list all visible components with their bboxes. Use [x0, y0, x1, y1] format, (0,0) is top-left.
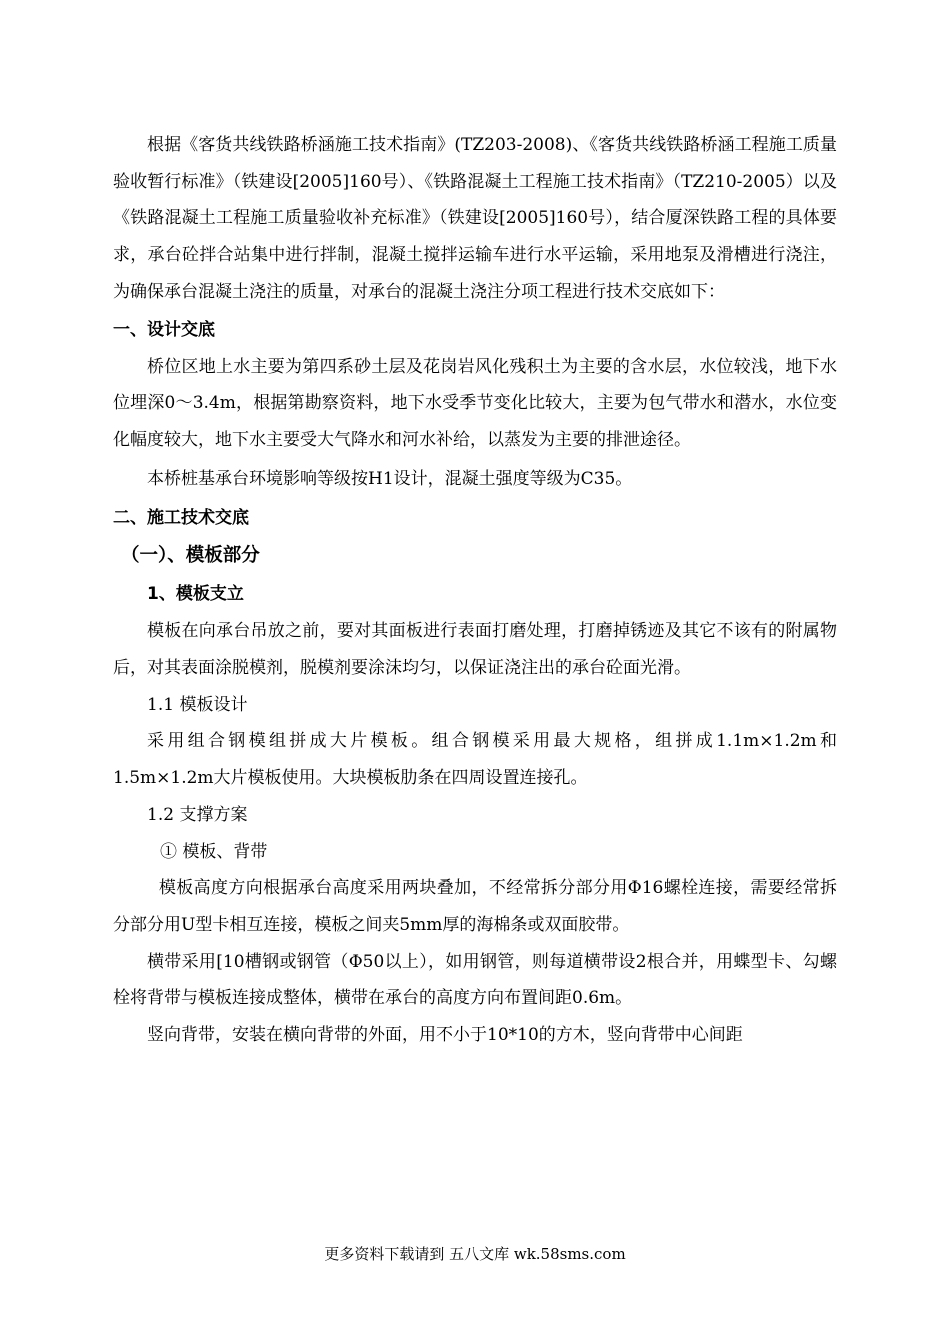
document-body — [113, 127, 837, 1054]
item-1-paragraph: 模板在向承台吊放之前，要对其面板进行表面打磨处理，打磨掉锈迹及其它不该有的附属物后，对其表面涂脱模剂，脱模剂要涂沫均匀，以保证浇注出的承台砼面光滑。 — [113, 621, 837, 679]
section-1-heading: 一、设计交底 — [113, 319, 215, 340]
item-1-2-subheading: ① 模板、背带 — [160, 841, 268, 862]
footer-text: 更多资料下载请到 五八文库 wk.58sms.com — [324, 1245, 626, 1263]
item-1-2-paragraph-1: 模板高度方向根据承台高度采用两块叠加，不经常拆分部分用Φ16螺栓连接，需要经常拆分部分用U型卡相互连接，模板之间夹5mm厚的海棉条或双面胶带。 — [113, 878, 837, 935]
section-2-heading: 二、施工技术交底 — [113, 508, 249, 529]
item-1-2-heading: 1.2 支撑方案 — [147, 804, 248, 825]
item-1-2-paragraph-3: 竖向背带，安装在横向背带的外面，用不小于10*10的方木，竖向背带中心间距 — [147, 1025, 743, 1046]
item-1-heading: 1、模板支立 — [147, 584, 244, 605]
subsection-1-heading: （一）、模板部分 — [121, 545, 260, 567]
section-1-paragraph-2: 本桥桩基承台环境影响等级按H1设计，混凝土强度等级为C35。 — [147, 468, 633, 489]
intro-paragraph: 根据《客货共线铁路桥涵施工技术指南》(TZ203-2008)、《客货共线铁路桥涵工程施工质量验收暂行标准》（铁建设[2005]160号）、《铁路混凝土工程施工技术指南》（TZ210-2005）以及《铁路混凝土工程施工质量验收补充标准》（铁建设[2005]160号），结合厦深铁路工程的具体要求，承台砼拌合站集中进行拌制，混凝土搅拌运输车进行水平运输，采用地泵及滑槽进行浇注，为确保承台混凝土浇注的质量，对承台的混凝土浇注分项工程进行技术交底如下： — [113, 135, 837, 302]
item-1-2-paragraph-2: 横带采用[10槽钢或钢管（Φ50以上），如用钢管，则每道横带设2根合并，用蝶型卡、勾螺栓将背带与模板连接成整体，横带在承台的高度方向布置间距0.6m。 — [113, 951, 837, 1009]
section-1-paragraph-1: 桥位区地上水主要为第四系砂土层及花岗岩风化残积土为主要的含水层，水位较浅，地下水位埋深0～3.4m，根据第勘察资料，地下水受季节变化比较大，主要为包气带水和潜水，水位变化幅度较大，地下水主要受大气降水和河水补给，以蒸发为主要的排泄途径。 — [113, 356, 837, 450]
item-1-1-heading: 1.1 模板设计 — [147, 694, 248, 715]
item-1-1-paragraph: 采用组合钢模组拼成大片模板。组合钢模采用最大规格，组拼成1.1m×1.2m和1.5m×1.2m大片模板使用。大块模板肋条在四周设置连接孔。 — [113, 731, 837, 789]
